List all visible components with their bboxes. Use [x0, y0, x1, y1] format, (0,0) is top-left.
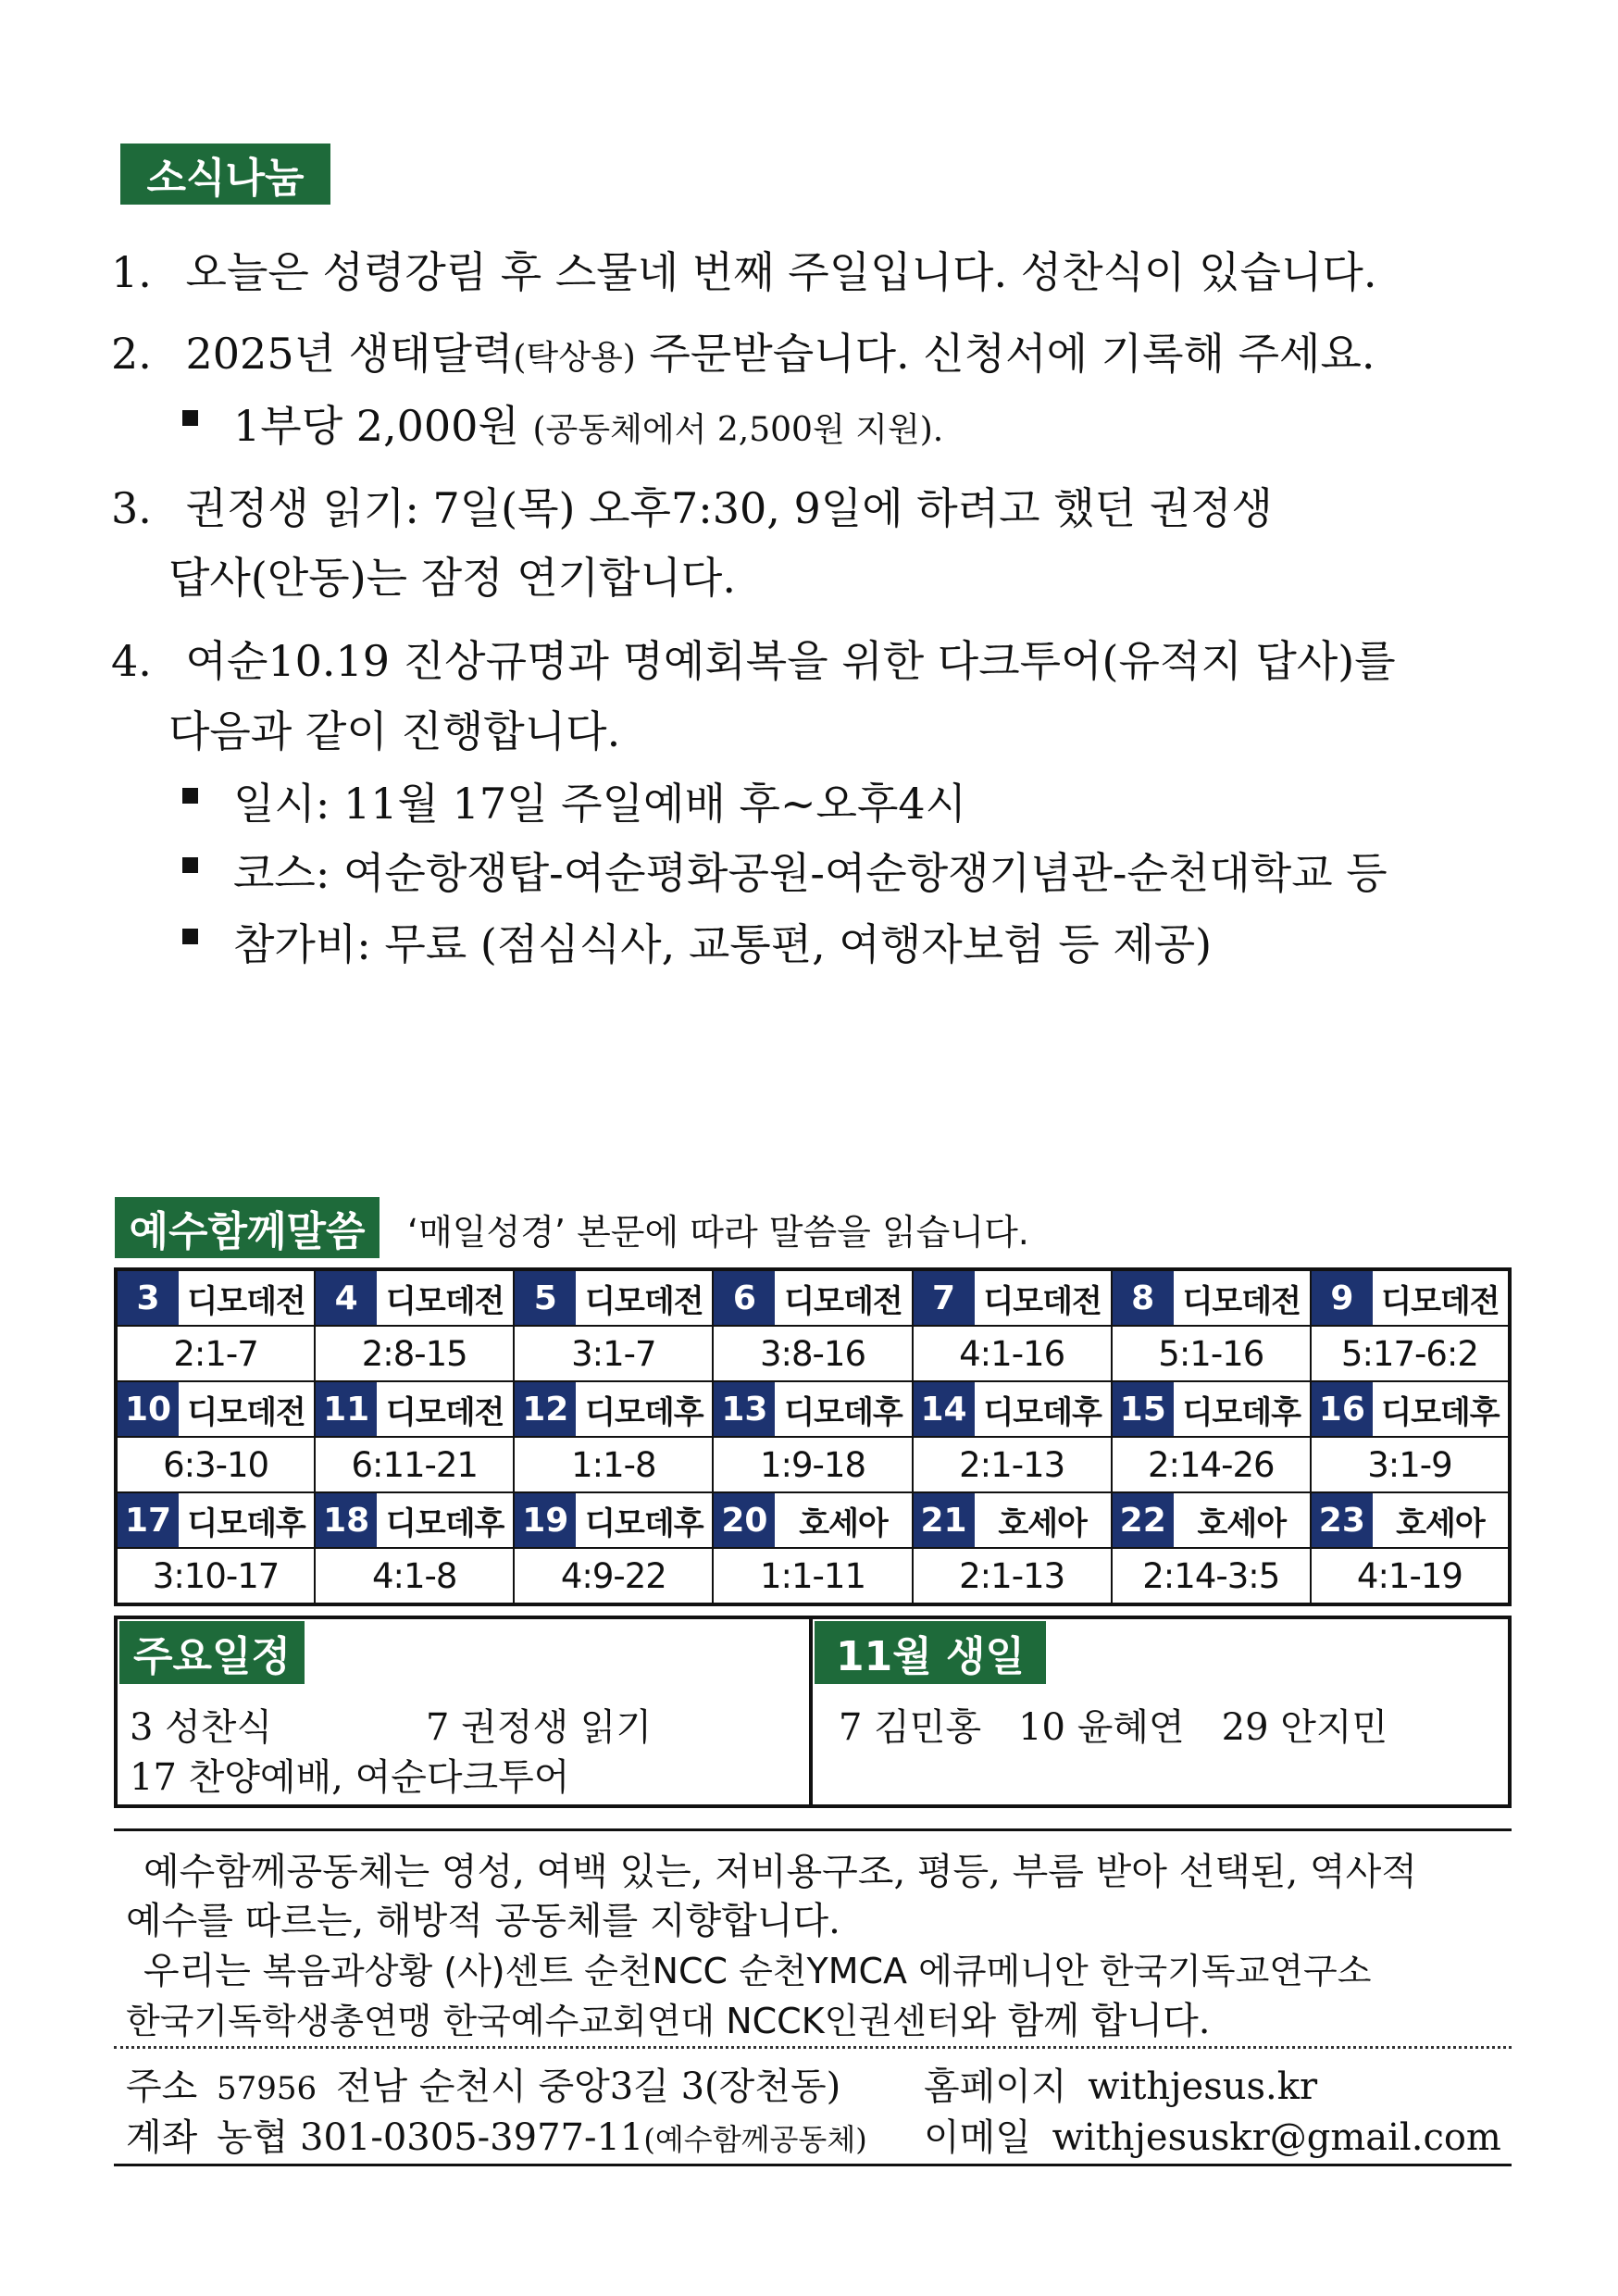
reading-day: 8: [1113, 1271, 1174, 1325]
reading-book: 디모데전: [784, 1282, 902, 1320]
reading-ref: 1:1-11: [713, 1548, 912, 1604]
reading-ref: 5:17-6:2: [1311, 1326, 1510, 1381]
reading-book: 디모데전: [983, 1282, 1101, 1320]
reading-book: 디모데전: [1182, 1282, 1301, 1320]
reading-cell-header: [913, 1492, 1112, 1548]
reading-book: 디모데후: [784, 1393, 902, 1431]
reading-ref: 2:14-26: [1112, 1437, 1311, 1492]
reading-day: 5: [515, 1271, 576, 1325]
reading-book: 디모데후: [187, 1504, 305, 1542]
reading-header-row: [116, 1269, 1510, 1326]
news-item-text: 오늘은 성령강림 후 스물네 번째 주일입니다. 성찬식이 있습니다.: [185, 247, 1377, 297]
reading-day: 14: [914, 1382, 975, 1436]
reading-book: 디모데후: [1381, 1393, 1500, 1431]
tour-date: 일시: 11월 17일 주일예배 후~오후4시: [233, 779, 967, 829]
reading-day: 6: [714, 1271, 775, 1325]
birthday-title: 11월 생일: [815, 1621, 1046, 1684]
reading-cell-header: [315, 1492, 514, 1548]
reading-ref: 4:9-22: [514, 1548, 713, 1604]
reading-book: 호세아: [998, 1504, 1087, 1542]
reading-cell-header: [713, 1269, 912, 1326]
reading-ref: 3:8-16: [713, 1326, 912, 1381]
reading-book: 디모데전: [386, 1393, 504, 1431]
reading-cell-header: [116, 1492, 315, 1548]
news-item-2: [111, 320, 1375, 381]
news-item-text: 여순10.19 진상규명과 명예회복을 위한 다크투어(유적지 답사)를: [185, 636, 1396, 686]
reading-ref: 1:9-18: [713, 1437, 912, 1492]
reading-book: 디모데전: [585, 1282, 703, 1320]
footer-dotted-rule: [114, 2046, 1512, 2049]
news-item-4: [111, 628, 1396, 689]
bullet-square: [182, 929, 198, 944]
news-item-4-cont: 다음과 같이 진행합니다.: [168, 706, 621, 756]
reading-ref-row: [116, 1326, 1510, 1381]
partners-outro: 와 함께 합니다.: [960, 2000, 1211, 2042]
reading-cell-header: [1311, 1492, 1510, 1548]
reading-cell-header: [713, 1492, 912, 1548]
reading-book: 디모데후: [1182, 1393, 1301, 1431]
reading-ref: 2:14-3:5: [1112, 1548, 1311, 1604]
reading-day: 3: [118, 1271, 179, 1325]
footer-bottom-rule: [114, 2164, 1512, 2166]
reading-day: 13: [714, 1382, 775, 1436]
reading-book: 디모데후: [585, 1504, 703, 1542]
reading-cell-header: [315, 1381, 514, 1437]
reading-ref: 3:1-9: [1311, 1437, 1510, 1492]
birthday-list: [839, 1698, 1388, 1751]
sub-text: 1부당 2,000원: [233, 401, 533, 451]
homepage-label: 홈페이지: [924, 2065, 1067, 2108]
address-label: 주소: [126, 2065, 198, 2108]
reading-ref: 2:8-15: [315, 1326, 514, 1381]
bullet-square: [182, 788, 198, 804]
reading-book: 디모데전: [187, 1393, 305, 1431]
homepage-link[interactable]: withjesus.kr: [1088, 2065, 1318, 2108]
reading-book: 디모데후: [983, 1393, 1101, 1431]
reading-cell-header: [1311, 1269, 1510, 1326]
partners-intro: 우리는: [143, 1950, 263, 1992]
news-section-title: 소식나눔: [120, 144, 330, 205]
reading-cell-header: [713, 1381, 912, 1437]
reading-cell-header: [913, 1269, 1112, 1326]
reading-day: 17: [118, 1493, 179, 1547]
reading-day: 23: [1312, 1493, 1373, 1547]
reading-ref-row: [116, 1437, 1510, 1492]
reading-ref: 3:10-17: [116, 1548, 315, 1604]
bullet-square: [182, 857, 198, 873]
reading-book: 호세아: [1197, 1504, 1287, 1542]
schedule-item-3: 17 찬양예배, 여순다크투어: [130, 1756, 570, 1799]
reading-cell-header: [1311, 1381, 1510, 1437]
reading-header-row: [116, 1381, 1510, 1437]
reading-cell-header: [913, 1381, 1112, 1437]
birthday-entry: 7 김민홍: [839, 1706, 982, 1749]
account-line: [126, 2108, 867, 2161]
mission-statement-line2: 예수를 따르는, 해방적 공동체를 지향합니다.: [126, 1900, 840, 1942]
reading-header-row: [116, 1492, 1510, 1548]
reading-day: 11: [316, 1382, 377, 1436]
partners-list: 한국기독학생총연맹 한국예수교회연대 NCCK인권센터: [126, 2001, 961, 2041]
reading-book: 호세아: [1396, 1504, 1485, 1542]
news-item-text: 권정생 읽기: 7일(목) 오후7:30, 9일에 하려고 했던 권정생: [185, 483, 1273, 533]
reading-book: 디모데전: [187, 1282, 305, 1320]
homepage-line: [924, 2057, 1317, 2110]
account-label: 계좌: [126, 2116, 198, 2159]
reading-ref: 2:1-13: [913, 1437, 1112, 1492]
reading-ref: 4:1-19: [1311, 1548, 1510, 1604]
birthday-entry: 29 안지민: [1221, 1706, 1388, 1749]
address-zip: 57956: [217, 2070, 317, 2107]
reading-day: 22: [1113, 1493, 1174, 1547]
news-item-3: [111, 475, 1273, 536]
address: 전남 순천시 중앙3길 3(장천동): [335, 2065, 841, 2108]
reading-cell-header: [1112, 1492, 1311, 1548]
email-line: [924, 2108, 1501, 2161]
tour-fee: 참가비: 무료 (점심식사, 교통편, 여행자보험 등 제공): [233, 919, 1213, 969]
reading-ref: 4:1-16: [913, 1326, 1112, 1381]
news-item-text: 주문받습니다. 신청서에 기록해 주세요.: [635, 329, 1375, 379]
schedule-item-1: 3 성찬식: [130, 1706, 273, 1749]
reading-book: 호세아: [799, 1504, 888, 1542]
reading-book: 디모데전: [1381, 1282, 1500, 1320]
bullet-square: [182, 410, 198, 426]
bible-reading-table: [114, 1267, 1512, 1606]
reading-cell-header: [514, 1492, 713, 1548]
partners-line1: [143, 1941, 1371, 1994]
reading-cell-header: [514, 1381, 713, 1437]
schedule-item-2: 7 권정생 읽기: [426, 1706, 653, 1749]
reading-day: 12: [515, 1382, 576, 1436]
address-line: [126, 2057, 840, 2110]
schedule-title: 주요일정: [119, 1621, 305, 1684]
reading-ref: 6:11-21: [315, 1437, 514, 1492]
news-item-note: (탁상용): [513, 339, 636, 377]
reading-day: 16: [1312, 1382, 1373, 1436]
sub-note: (공동체에서 2,500원 지원).: [532, 411, 944, 449]
reading-day: 10: [118, 1382, 179, 1436]
reading-day: 15: [1113, 1382, 1174, 1436]
reading-cell-header: [315, 1269, 514, 1326]
reading-day: 21: [914, 1493, 975, 1547]
news-item-number: 4.: [111, 636, 152, 686]
reading-day: 7: [914, 1271, 975, 1325]
reading-day: 18: [316, 1493, 377, 1547]
partners-line2: [126, 1991, 1210, 2044]
reading-ref: 5:1-16: [1112, 1326, 1311, 1381]
reading-ref: 6:3-10: [116, 1437, 315, 1492]
reading-day: 4: [316, 1271, 377, 1325]
partners-list: 복음과상황 (사)센트 순천NCC 순천YMCA 에큐메니안 한국기독교연구소: [262, 1951, 1372, 1991]
reading-ref: 2:1-13: [913, 1548, 1112, 1604]
reading-day: 20: [714, 1493, 775, 1547]
news-item-1: [111, 239, 1376, 300]
news-item-text: 2025년 생태달력: [185, 329, 514, 379]
reading-cell-header: [1112, 1269, 1311, 1326]
mission-statement-line1: 예수함께공동체는 영성, 여백 있는, 저비용구조, 평등, 부름 받아 선택된, 역사적: [143, 1851, 1417, 1893]
news-item-3-cont: 답사(안동)는 잠정 연기합니다.: [168, 553, 736, 603]
news-item-number: 3.: [111, 483, 152, 533]
email-link[interactable]: withjesuskr@gmail.com: [1052, 2116, 1501, 2159]
email-label: 이메일: [924, 2116, 1031, 2159]
account-holder: (예수함께공동체): [643, 2122, 867, 2157]
reading-book: 디모데전: [386, 1282, 504, 1320]
footer-top-rule: [114, 1828, 1512, 1831]
word-subtitle: ‘매일성경’ 본문에 따라 말씀을 읽습니다.: [407, 1212, 1029, 1253]
reading-book: 디모데후: [585, 1393, 703, 1431]
reading-cell-header: [514, 1269, 713, 1326]
account-number: 농협 301-0305-3977-11: [217, 2116, 644, 2159]
reading-ref: 4:1-8: [315, 1548, 514, 1604]
reading-cell-header: [1112, 1381, 1311, 1437]
news-item-2-sub: [233, 393, 943, 454]
news-item-number: 1.: [111, 247, 152, 297]
birthday-entry: 10 윤혜연: [1018, 1706, 1185, 1749]
reading-ref: 2:1-7: [116, 1326, 315, 1381]
tour-course: 코스: 여순항쟁탑-여순평화공원-여순항쟁기념관-순천대학교 등: [233, 848, 1388, 898]
reading-cell-header: [116, 1381, 315, 1437]
news-item-number: 2.: [111, 329, 152, 379]
reading-ref-row: [116, 1548, 1510, 1604]
reading-ref: 3:1-7: [514, 1326, 713, 1381]
reading-ref: 1:1-8: [514, 1437, 713, 1492]
reading-day: 19: [515, 1493, 576, 1547]
reading-book: 디모데후: [386, 1504, 504, 1542]
word-section-title: 예수함께말씀: [115, 1197, 380, 1258]
reading-cell-header: [116, 1269, 315, 1326]
reading-day: 9: [1312, 1271, 1373, 1325]
